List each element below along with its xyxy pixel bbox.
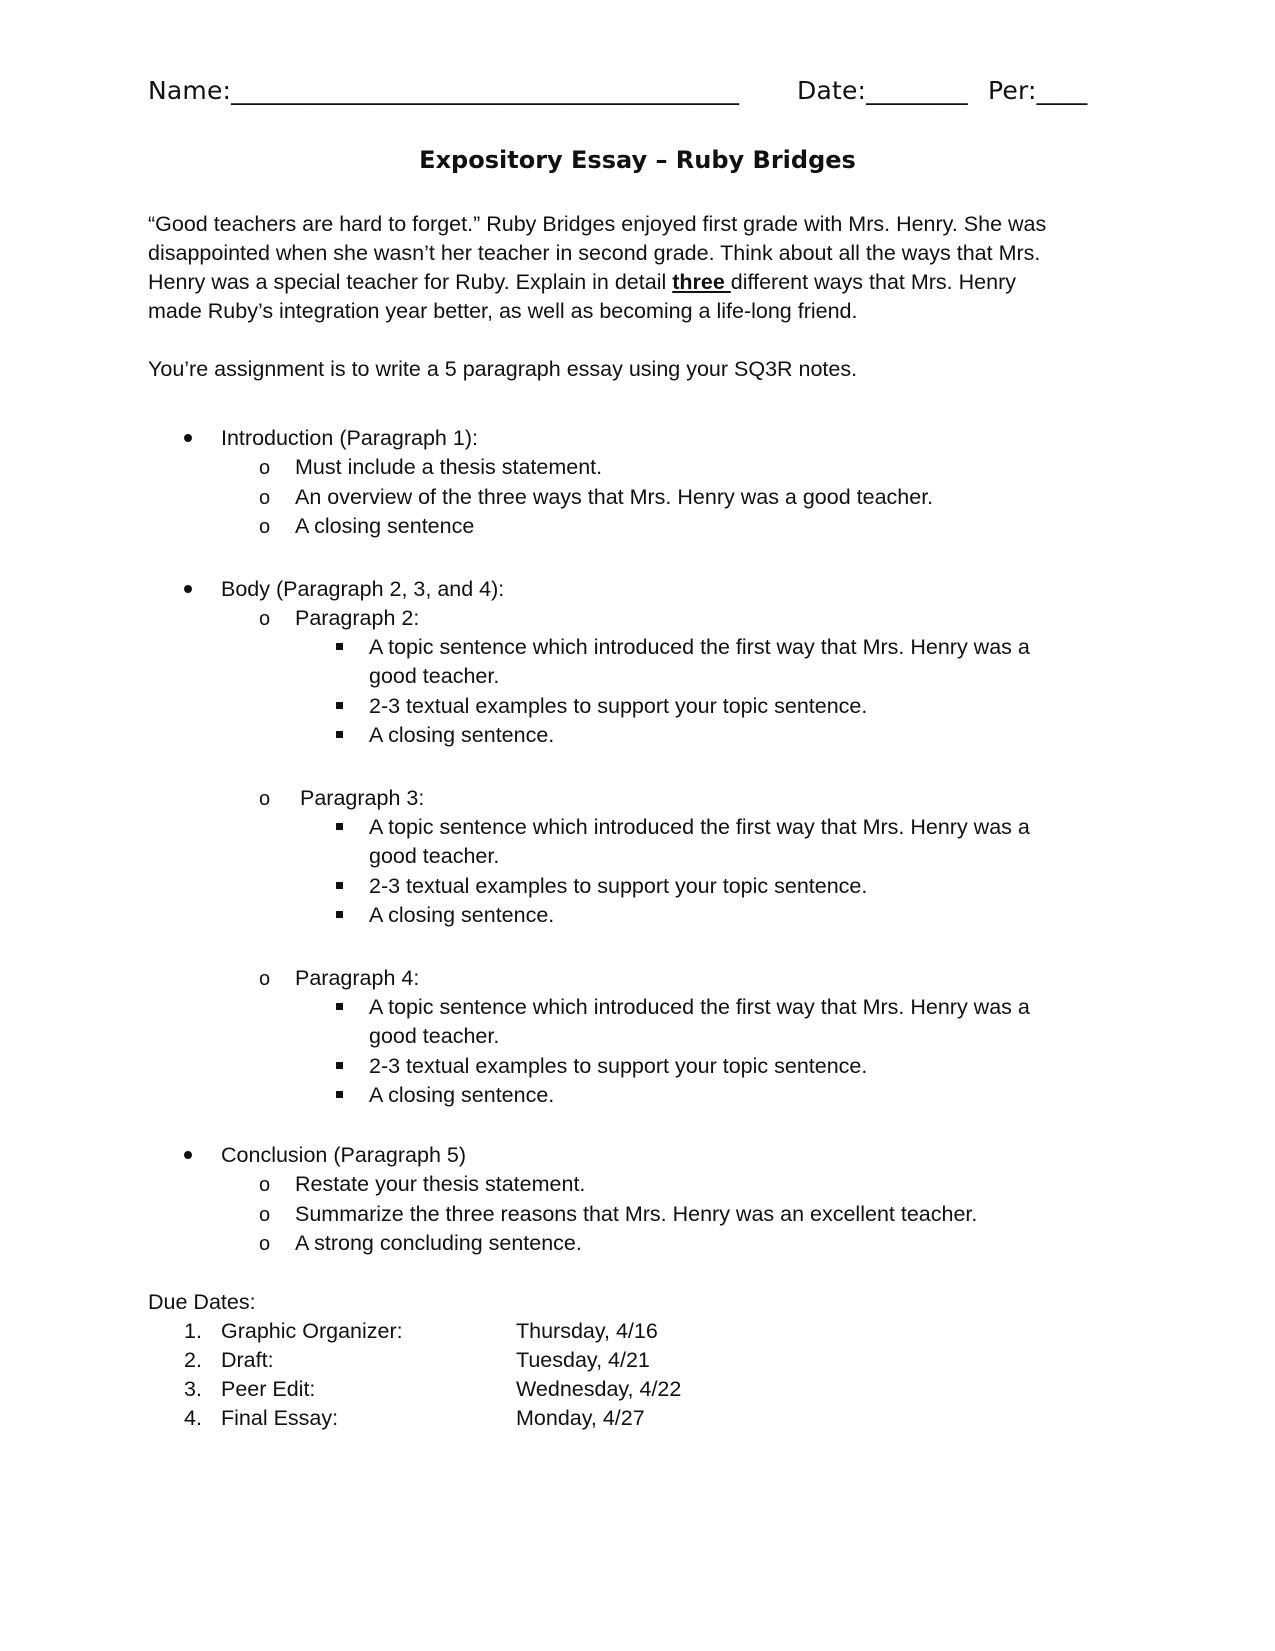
due-dates-heading: Due Dates: bbox=[148, 1290, 256, 1314]
p4-item-3: A closing sentence. bbox=[369, 1083, 555, 1107]
assignment-text: You’re assignment is to write a 5 paragraph essay using your SQ3R notes. bbox=[148, 357, 858, 381]
circle-bullet-icon: o bbox=[259, 1233, 271, 1255]
bullet-dot-icon bbox=[184, 1151, 192, 1159]
conclusion-item-2: Summarize the three reasons that Mrs. Henry was an excellent teacher. bbox=[295, 1202, 978, 1226]
circle-bullet-icon: o bbox=[259, 968, 271, 990]
body-heading: Body (Paragraph 2, 3, and 4): bbox=[221, 577, 505, 601]
prompt-line-4: made Ruby’s integration year better, as well as becoming a life-long friend. bbox=[148, 299, 858, 323]
paragraph-3-label: Paragraph 3: bbox=[300, 786, 425, 810]
period-field: Per:____ bbox=[988, 76, 1088, 105]
due-item-date: Monday, 4/27 bbox=[516, 1406, 645, 1430]
square-bullet-icon bbox=[336, 823, 343, 830]
paragraph-2-label: Paragraph 2: bbox=[295, 606, 420, 630]
due-item-date: Thursday, 4/16 bbox=[516, 1319, 658, 1343]
circle-bullet-icon: o bbox=[259, 1174, 271, 1196]
intro-item-3: A closing sentence bbox=[295, 514, 475, 538]
square-bullet-icon bbox=[336, 911, 343, 918]
square-bullet-icon bbox=[336, 1062, 343, 1069]
p2-item-1: A topic sentence which introduced the first way that Mrs. Henry was a bbox=[369, 635, 1030, 659]
square-bullet-icon bbox=[336, 702, 343, 709]
bullet-dot-icon bbox=[184, 585, 192, 593]
p3-item-2: 2-3 textual examples to support your topic sentence. bbox=[369, 874, 868, 898]
prompt-line-3-tail: different ways that Mrs. Henry bbox=[730, 270, 1016, 294]
conclusion-heading: Conclusion (Paragraph 5) bbox=[221, 1143, 466, 1167]
prompt-line-3-text: Henry was a special teacher for Ruby. Explain in detail bbox=[148, 270, 673, 294]
conclusion-item-1: Restate your thesis statement. bbox=[295, 1172, 586, 1196]
paragraph-4-label: Paragraph 4: bbox=[295, 966, 420, 990]
prompt-line-3 bbox=[148, 268, 1016, 297]
p4-item-2: 2-3 textual examples to support your topic sentence. bbox=[369, 1054, 868, 1078]
square-bullet-icon bbox=[336, 1003, 343, 1010]
conclusion-item-3: A strong concluding sentence. bbox=[295, 1231, 582, 1255]
intro-item-2: An overview of the three ways that Mrs. Henry was a good teacher. bbox=[295, 485, 934, 509]
square-bullet-icon bbox=[336, 882, 343, 889]
due-item-label: Peer Edit: bbox=[221, 1377, 316, 1401]
circle-bullet-icon: o bbox=[259, 608, 271, 630]
prompt-line-1: “Good teachers are hard to forget.” Ruby Bridges enjoyed first grade with Mrs. Henry. She was bbox=[148, 212, 1047, 236]
circle-bullet-icon: o bbox=[259, 487, 271, 509]
p2-item-1-cont: good teacher. bbox=[369, 664, 500, 688]
p4-item-1-cont: good teacher. bbox=[369, 1024, 500, 1048]
p3-item-1: A topic sentence which introduced the first way that Mrs. Henry was a bbox=[369, 815, 1030, 839]
p3-item-1-cont: good teacher. bbox=[369, 844, 500, 868]
due-item-date: Wednesday, 4/22 bbox=[516, 1377, 682, 1401]
p3-item-3: A closing sentence. bbox=[369, 903, 555, 927]
due-item-label: Draft: bbox=[221, 1348, 274, 1372]
circle-bullet-icon: o bbox=[259, 1204, 271, 1226]
date-field: Date:________ bbox=[797, 76, 968, 105]
due-item-date: Tuesday, 4/21 bbox=[516, 1348, 650, 1372]
p4-item-1: A topic sentence which introduced the first way that Mrs. Henry was a bbox=[369, 995, 1030, 1019]
circle-bullet-icon: o bbox=[259, 516, 271, 538]
due-item-number: 3. bbox=[184, 1377, 202, 1401]
square-bullet-icon bbox=[336, 643, 343, 650]
intro-item-1: Must include a thesis statement. bbox=[295, 455, 603, 479]
p2-item-3: A closing sentence. bbox=[369, 723, 555, 747]
circle-bullet-icon: o bbox=[259, 788, 271, 810]
due-item-label: Graphic Organizer: bbox=[221, 1319, 403, 1343]
page-title: Expository Essay – Ruby Bridges bbox=[419, 146, 856, 174]
emphasis-three: three bbox=[672, 270, 731, 294]
prompt-line-2: disappointed when she wasn’t her teacher in second grade. Think about all the ways that Mrs. bbox=[148, 241, 1041, 265]
p2-item-2: 2-3 textual examples to support your topic sentence. bbox=[369, 694, 868, 718]
circle-bullet-icon: o bbox=[259, 457, 271, 479]
due-item-number: 1. bbox=[184, 1319, 202, 1343]
due-item-number: 4. bbox=[184, 1406, 202, 1430]
name-field: Name:________________________________________ bbox=[148, 76, 740, 105]
intro-heading: Introduction (Paragraph 1): bbox=[221, 426, 478, 450]
square-bullet-icon bbox=[336, 731, 343, 738]
bullet-dot-icon bbox=[184, 434, 192, 442]
square-bullet-icon bbox=[336, 1091, 343, 1098]
due-item-label: Final Essay: bbox=[221, 1406, 339, 1430]
due-item-number: 2. bbox=[184, 1348, 202, 1372]
